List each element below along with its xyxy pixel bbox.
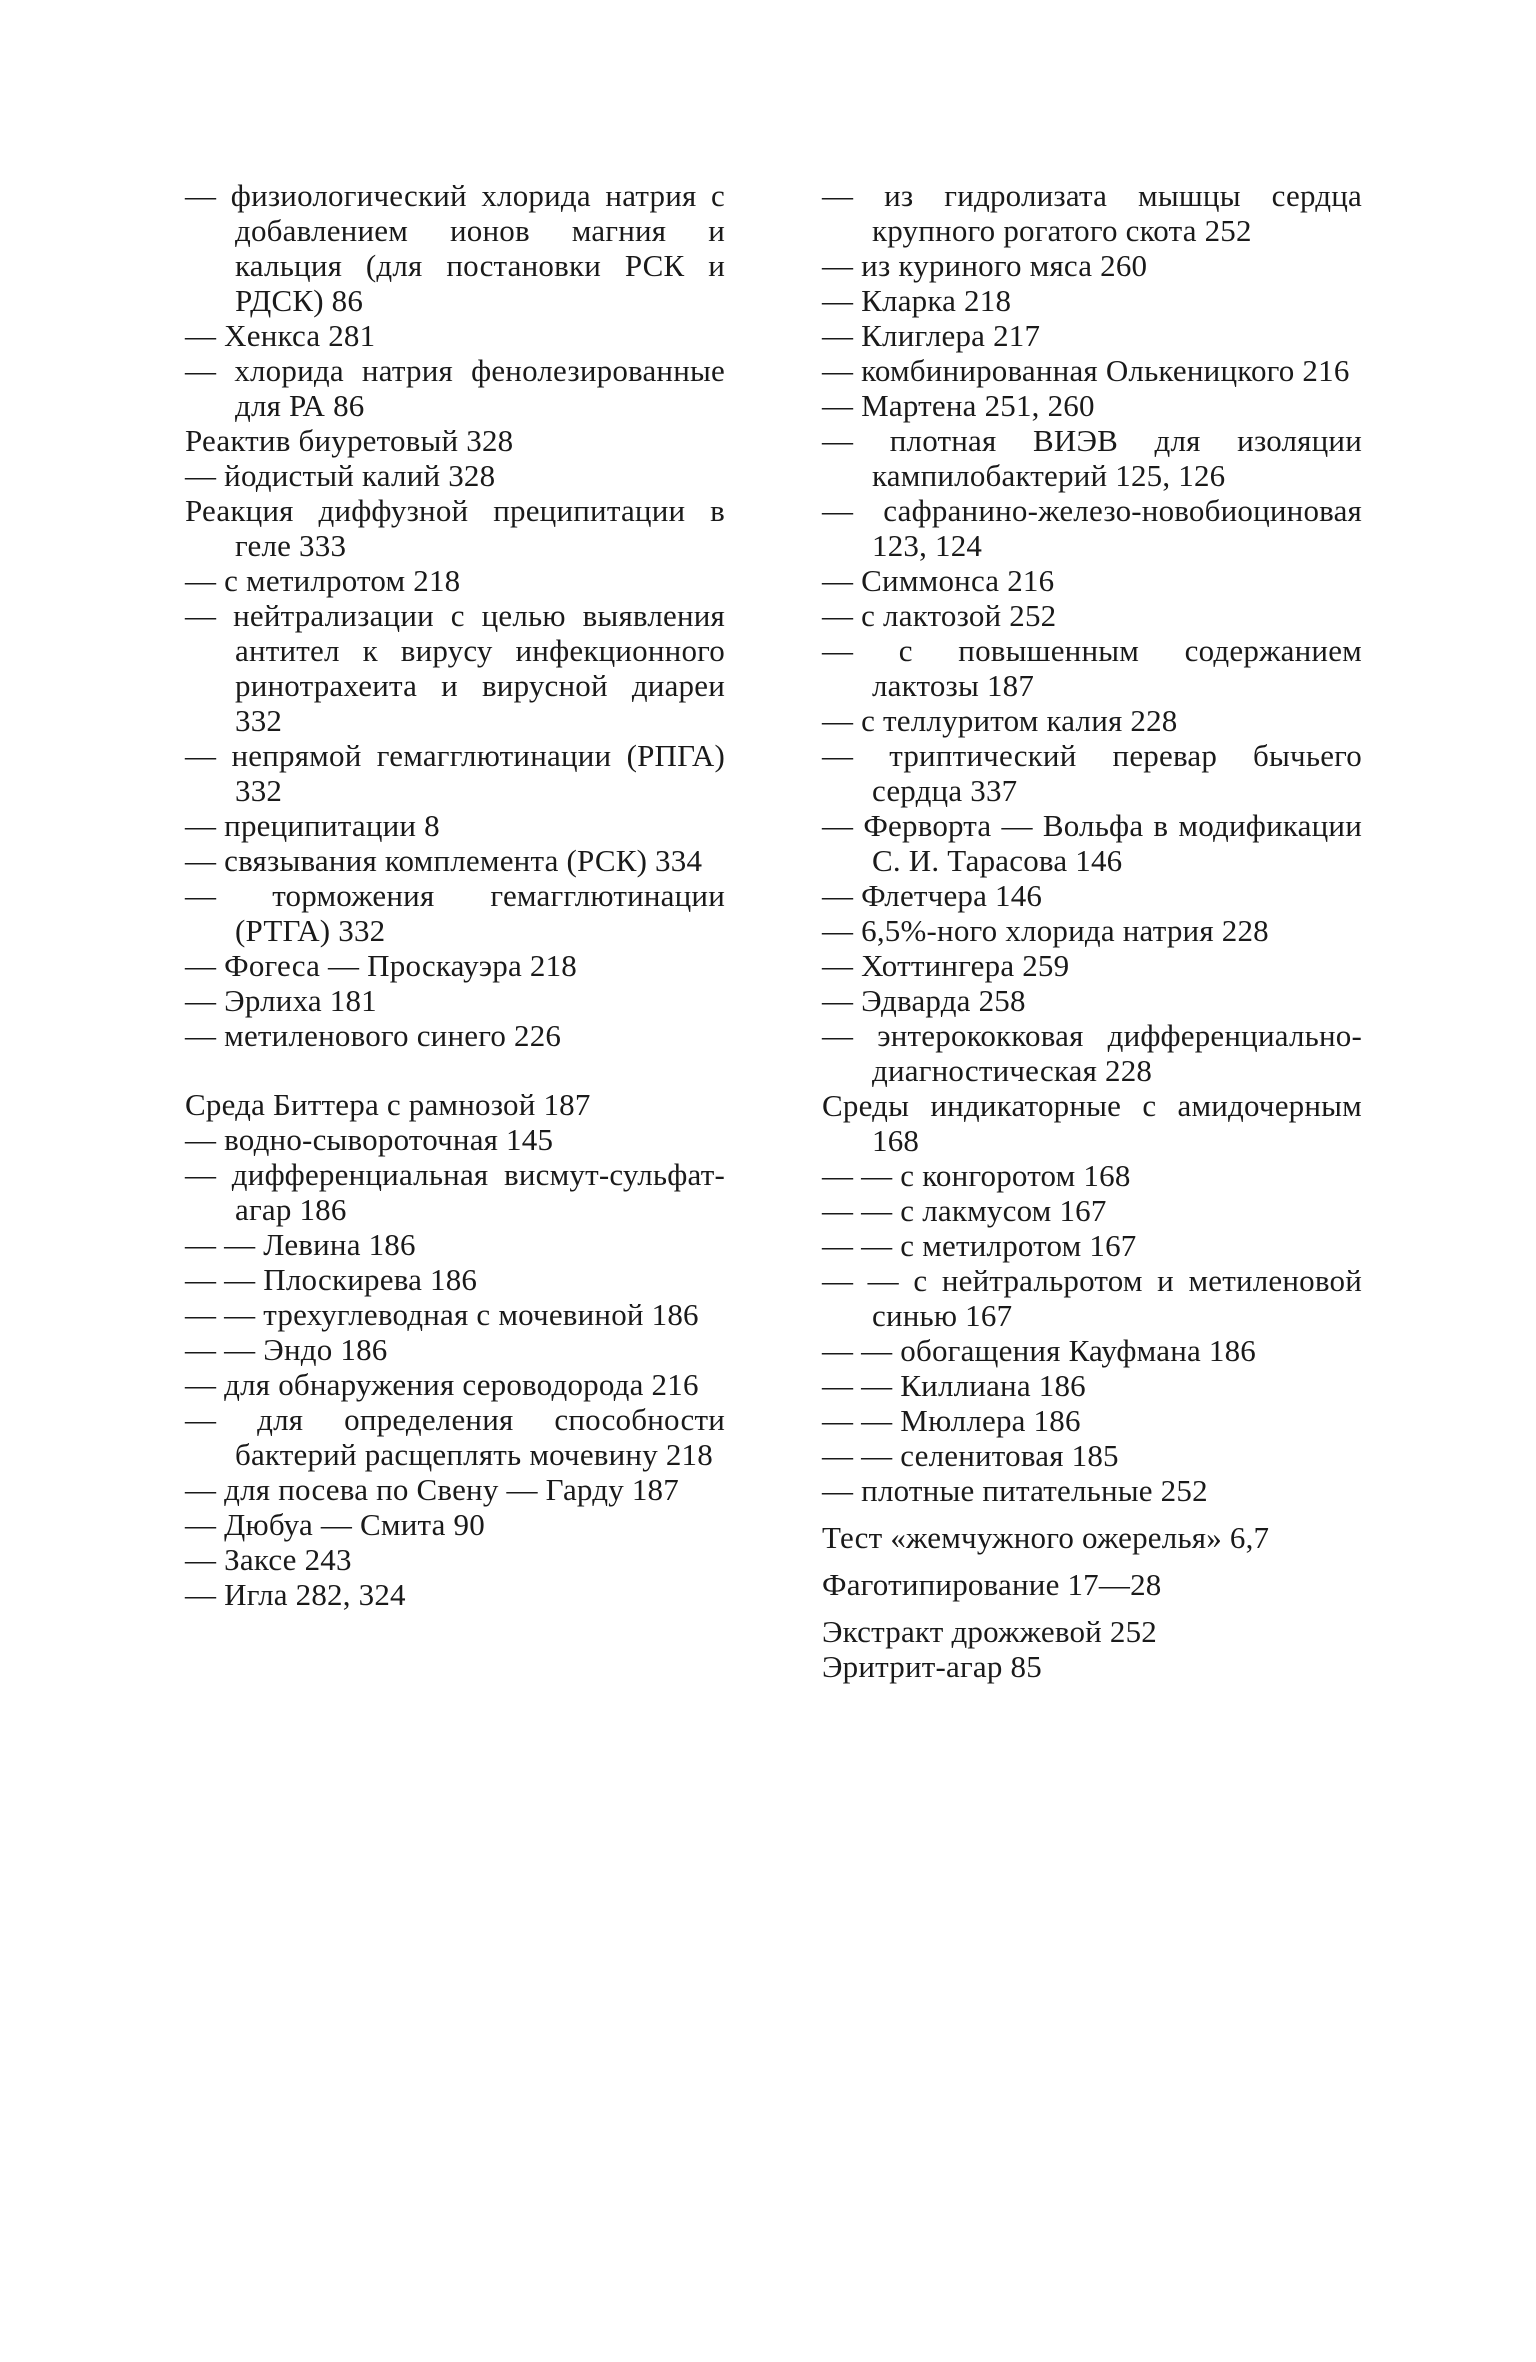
index-entry: Эритрит-агар 85 xyxy=(822,1649,1042,1684)
left-index-column xyxy=(185,178,725,1612)
right-index-column xyxy=(822,178,1362,1684)
index-entry: Среда Биттера с рамнозой 187 xyxy=(185,1087,591,1122)
index-entry: — преципитации 8 xyxy=(185,808,440,843)
index-entry: — сафранино-железо-новобиоциновая 123, 124 xyxy=(822,493,1362,563)
index-entry: — плотная ВИЭВ для изоляции кампилобактерий 125, 126 xyxy=(822,423,1362,493)
index-entry: — Игла 282, 324 xyxy=(185,1577,406,1612)
index-entry: — непрямой гемагглютинации (РПГА) 332 xyxy=(185,738,725,808)
index-entry: — Эрлиха 181 xyxy=(185,983,377,1018)
index-entry: — связывания комплемента (РСК) 334 xyxy=(185,843,703,878)
index-entry: — — Мюллера 186 xyxy=(822,1403,1081,1438)
index-entry: — из куриного мяса 260 xyxy=(822,248,1148,283)
index-entry: — — трехуглеводная с мочевиной 186 xyxy=(185,1297,699,1332)
index-entry: Реактив биуретовый 328 xyxy=(185,423,514,458)
index-entry: — энтерококковая дифференциально-диагностическая 228 xyxy=(822,1018,1362,1088)
index-entry: — — Эндо 186 xyxy=(185,1332,388,1367)
index-entry: — Заксе 243 xyxy=(185,1542,352,1577)
entry-gap xyxy=(822,1602,1362,1614)
index-entry: — — с нейтральротом и метиленовой синью 167 xyxy=(822,1263,1362,1333)
index-entry: — Дюбуа — Смита 90 xyxy=(185,1507,485,1542)
index-entry: Среды индикаторные с амидочерным 168 xyxy=(822,1088,1362,1158)
index-entry: — с метилротом 218 xyxy=(185,563,461,598)
index-entry: — — селенитовая 185 xyxy=(822,1438,1119,1473)
index-entry: — для определения способности бактерий расщеплять мочевину 218 xyxy=(185,1402,725,1472)
index-entry: — Кларка 218 xyxy=(822,283,1012,318)
index-entry: — комбинированная Олькеницкого 216 xyxy=(822,353,1350,388)
index-entry: — с теллуритом калия 228 xyxy=(822,703,1178,738)
index-entry: — — Левина 186 xyxy=(185,1227,416,1262)
index-entry: — — с метилротом 167 xyxy=(822,1228,1137,1263)
index-entry: — дифференциальная висмут-сульфат-агар 186 xyxy=(185,1157,725,1227)
section-gap xyxy=(185,1053,725,1087)
index-entry: Экстракт дрожжевой 252 xyxy=(822,1614,1158,1649)
index-entry: — йодистый калий 328 xyxy=(185,458,496,493)
index-entry: — триптический перевар бычьего сердца 337 xyxy=(822,738,1362,808)
index-entry: — — с конгоротом 168 xyxy=(822,1158,1131,1193)
index-entry: — водно-сывороточная 145 xyxy=(185,1122,554,1157)
index-entry: — 6,5%-ного хлорида натрия 228 xyxy=(822,913,1269,948)
section-gap xyxy=(822,1508,1362,1520)
index-entry: — Флетчера 146 xyxy=(822,878,1043,913)
index-entry: Тест «жемчужного ожерелья» 6,7 xyxy=(822,1520,1270,1555)
index-entry: — хлорида натрия фенолезированные для РА 86 xyxy=(185,353,725,423)
index-entry: — Мартена 251, 260 xyxy=(822,388,1095,423)
index-entry: — — обогащения Кауфмана 186 xyxy=(822,1333,1256,1368)
index-entry: — плотные питательные 252 xyxy=(822,1473,1208,1508)
index-entry: — нейтрализации с целью выявления антител к вирусу инфекционного ринотрахеита и вирусной диареи 332 xyxy=(185,598,725,738)
index-entry: — — Киллиана 186 xyxy=(822,1368,1086,1403)
index-entry: — физиологический хлорида натрия с добавлением ионов магния и кальция (для постановки РСК и РДСК) 86 xyxy=(185,178,725,318)
index-entry: — торможения гемагглютинации (РТГА) 332 xyxy=(185,878,725,948)
index-entry: — Ферворта — Вольфа в модификации С. И. Тарасова 146 xyxy=(822,808,1362,878)
index-entry: — для посева по Свену — Гарду 187 xyxy=(185,1472,679,1507)
index-entry: — — с лакмусом 167 xyxy=(822,1193,1107,1228)
index-entry: — с лактозой 252 xyxy=(822,598,1057,633)
entry-gap xyxy=(822,1555,1362,1567)
index-entry: — Эдварда 258 xyxy=(822,983,1026,1018)
index-entry: — из гидролизата мышцы сердца крупного рогатого скота 252 xyxy=(822,178,1362,248)
index-entry: — Хенкса 281 xyxy=(185,318,376,353)
index-entry: — для обнаружения сероводорода 216 xyxy=(185,1367,699,1402)
index-entry: — — Плоскирева 186 xyxy=(185,1262,478,1297)
index-entry: Реакция диффузной преципитации в геле 333 xyxy=(185,493,725,563)
index-entry: — Симмонса 216 xyxy=(822,563,1055,598)
index-entry: — Фогеса — Проскауэра 218 xyxy=(185,948,577,983)
index-entry: — Хоттингера 259 xyxy=(822,948,1070,983)
index-entry: — с повышенным содержанием лактозы 187 xyxy=(822,633,1362,703)
index-entry: — метиленового синего 226 xyxy=(185,1018,562,1053)
index-entry: — Клиглера 217 xyxy=(822,318,1041,353)
index-entry: Фаготипирование 17—28 xyxy=(822,1567,1162,1602)
